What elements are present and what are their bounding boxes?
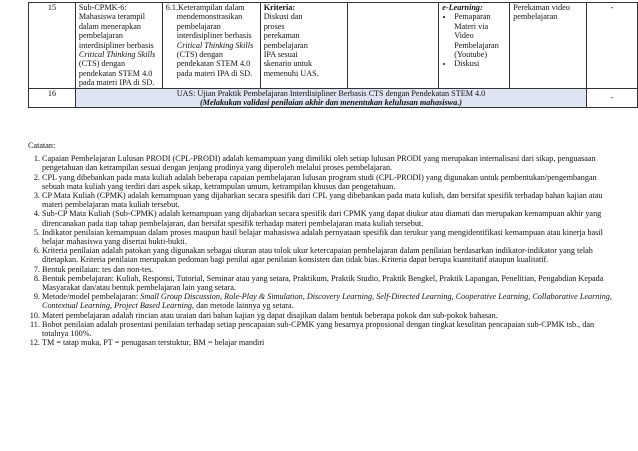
uas-title: UAS: Ujian Praktik Pembelajaran Interdisipliner Berbasis CTS dengan Pendekatan STEM 4.0 [176, 88, 486, 98]
materi-line: pembelajaran [513, 12, 558, 22]
metode-list: Small Group Discussion, Role-Play & Simulation, Discovery Learning, Self-Directed Learning, Cooperative Learning, Collaborative Learning, Contextual Learning, Project Based Learning, [42, 292, 612, 311]
kriteria-line: IPA sesuai [263, 50, 298, 60]
indikator-line: (CTS) dengan [176, 50, 223, 60]
indikator-line: Keterampilan dalam [178, 3, 245, 12]
elearning-line: Video [454, 31, 474, 41]
luring-cell [347, 3, 439, 89]
list-item: 10. Materi pembelajaran adalah rincian atau uraian dari bahan kajian yg dapat disajikan dalam bentuk beberapa pokok dan sub-pokok bahasan. [42, 311, 618, 320]
elearning-line: • Diskusi [454, 59, 480, 69]
elearning-cell [439, 3, 510, 89]
week-number: 16 [29, 88, 76, 108]
subcpmk-line: dalam menerapkan [78, 21, 141, 31]
list-item: 5. Indikator penilaian kemampuan dalam proses maupun hasil belajar mahasiswa adalah pernyataan spesifik dan terukur yang mengidentifikasi kemampuan atau kinerja hasil belajar mahasiswa yang disertai bukti-bukti. [42, 228, 618, 246]
indikator-line: pada materi IPA di SD. [176, 68, 253, 78]
bobot-cell: - [587, 88, 638, 108]
kriteria-line: perekaman [263, 31, 300, 41]
list-item: 6. Kriteria penilaian adalah patokan yang digunakan sebagai ukuran atau tolok ukur ketercapaian pembelajaran dalam penilaian berdasarkan indikator-indikator yang telah ditetapkan. Kriteria penilaian merupakan pedoman bagi penilai agar penilaian konsisten dan tidak bias. Kriteria dapat berupa kuantitatif ataupun kualitatif. [42, 246, 618, 264]
subcpmk-cell [75, 3, 162, 89]
uas-subtitle: (Melakukan validasi penilaian akhir dan menentukan kelulusan mahasiswa.) [199, 98, 463, 108]
metode-tail: dan metode lainnya yg setara. [194, 301, 294, 311]
elearning-line: Pembelajaran [454, 40, 499, 50]
materi-line: Perekaman video [513, 3, 570, 12]
kriteria-line: Diskusi dan [263, 12, 303, 22]
list-item: 4. Sub-CP Mata Kuliah (Sub-CPMK) adalah kemampuan yang dijabarkan secara spesifik dari CPMK yang dapat diukur atau diamati dan merupakan kemampuan akhir yang direncanakan pada tiap tahap pembelajaran, dan bersifat spesifik terhadap materi pembelajaran mata kuliah tersebut. [42, 209, 618, 227]
subcpmk-line: Sub-CPMK-6: [78, 3, 127, 12]
subcpmk-line: pendekatan STEM 4.0 [78, 68, 153, 78]
list-item: 11. Bobot penilaian adalah prosentasi penilaian terhadap setiap pencapaian sub-CPMK yang besarnya proposional dengan tingkat kesulitan pencapaian sub-CPMK tsb., dan totalnya 100%. [42, 320, 618, 338]
subcpmk-line: (CTS) dengan [78, 59, 126, 69]
indikator-line: pembelajaran [176, 21, 221, 31]
list-item: 8. Bentuk pembelajaran: Kuliah, Responsi, Tutorial, Seminar atau yang setara, Praktikum, Praktik Studio, Praktik Bengkel, Praktik Lapangan, Penelitian, Pengabdian Kepada Masyarakat dan/atau bentuk pembelajaran lain yang setara. [42, 274, 618, 292]
indikator-line: Critical Thinking Skills [176, 40, 254, 50]
kriteria-cell [260, 3, 347, 89]
subcpmk-line: Critical Thinking Skills [78, 50, 156, 60]
kriteria-line: proses [263, 21, 285, 31]
list-item [42, 292, 618, 310]
indikator-cell [162, 3, 260, 89]
indikator-number: 6.1. [165, 3, 179, 12]
metode-label: Metode/model pembelajaran: [42, 292, 141, 302]
elearning-title: e-Learning: [442, 3, 483, 12]
uas-cell [75, 88, 586, 108]
list-item: 2. CPL yang dibebankan pada mata kuliah adalah beberapa capaian pembelajaran lulusan program studi (CPL-PRODI) yang digunakan untuk pembentukan/pengembangan sebuah mata kuliah yang terdiri dari aspek sikap, ketrampulan umum, ketrampilan khusus dan pengetahuan. [42, 173, 618, 191]
indikator-line: mendemonstrasikan [176, 12, 243, 22]
week-number: 15 [29, 3, 76, 89]
list-item: 7. Bentuk penilaian: tes dan non-tes. [42, 265, 618, 274]
elearning-line: Materi via [454, 21, 489, 31]
indikator-line: interdisipliner berbasis [176, 31, 252, 41]
list-item [454, 59, 506, 68]
notes-section [28, 141, 618, 347]
subcpmk-line: interdisipliner berbasis [78, 40, 154, 50]
subcpmk-line: Mahasiswa terampil [78, 12, 146, 22]
list-item [454, 12, 506, 59]
table-row-15 [29, 3, 638, 89]
kriteria-title: Kriteria: [263, 3, 296, 12]
elearning-line: • Pemaparan [454, 12, 491, 22]
subcpmk-line: pembelajaran [78, 31, 123, 41]
elearning-line: (Youtube) [454, 50, 488, 60]
kriteria-line: pembelajaran [263, 40, 308, 50]
table-row-16 [29, 88, 638, 108]
bobot-cell: - [587, 3, 638, 89]
rps-table [28, 2, 638, 108]
indikator-line: pendekatan STEM 4.0 [176, 59, 251, 69]
notes-heading: Catatan: [28, 141, 56, 150]
list-item: 12. TM = tatap muka, PT = penugasan terstuktur, BM = belajar mandiri [42, 338, 618, 347]
notes-list [28, 154, 618, 347]
materi-cell [510, 3, 587, 89]
list-item: 1. Capaian Pembelajaran Lulusan PRODI (CPL-PRODI) adalah kemampuan yang dimiliki oleh setiap lulusan PRODI yang merupakan internalisasi dari sikap, penguasaan pengetahuan dan ketrampilan sesuai dengan jenjang prodinya yang diperoleh melalui proses pembelajaran. [42, 154, 618, 172]
list-item: 3. CP Mata Kuliah (CPMK) adalah kemampuan yang dijabarkan secara spesifik dari CPL yang dibebankan pada mata kuliah, dan bersifat spesifik terhadap bahan kajian atau materi pembelajaran mata kuliah tersebut. [42, 191, 618, 209]
kriteria-line: memenuhi UAS. [263, 68, 319, 78]
subcpmk-line: pada materi IPA di SD. [78, 78, 155, 88]
kriteria-line: skenario untuk [263, 59, 313, 69]
elearning-list [442, 12, 506, 68]
